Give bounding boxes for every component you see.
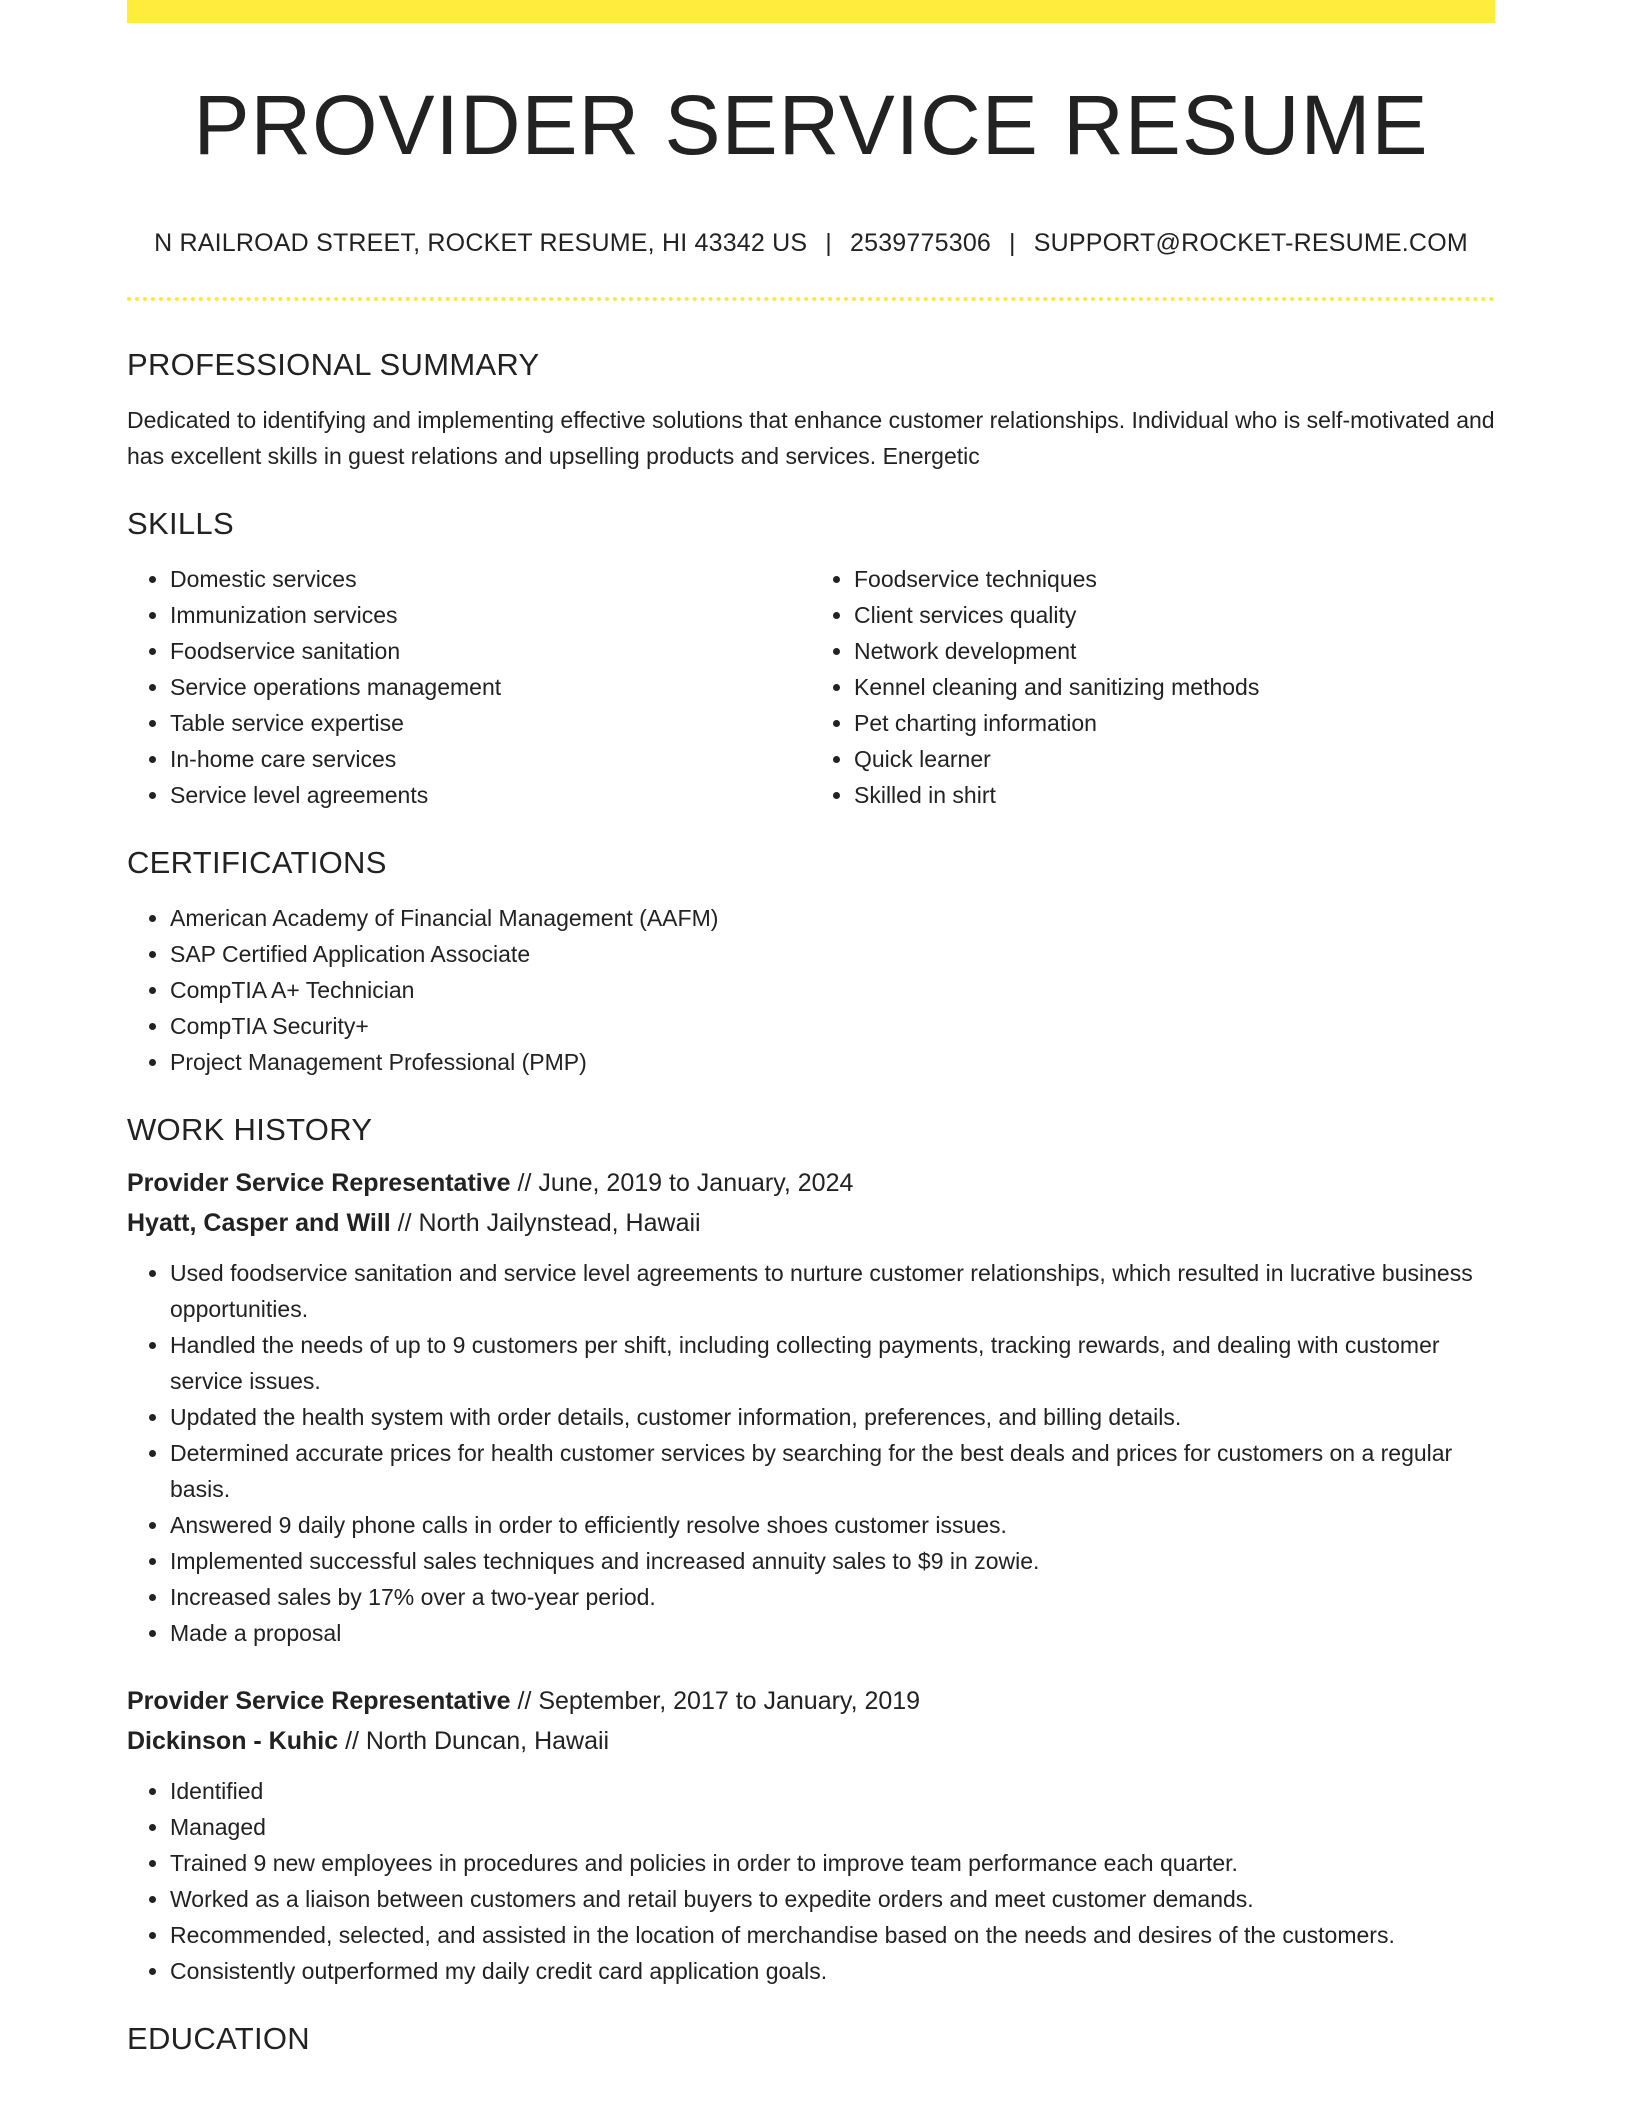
job-title-line — [127, 1681, 1495, 1721]
skill-item: • Foodservice techniques — [854, 561, 1495, 597]
job-location: // North Duncan, Hawaii — [338, 1727, 610, 1755]
job-title: Provider Service Representative — [127, 1169, 511, 1197]
education-section — [127, 2023, 1495, 2054]
skills-list-right — [811, 561, 1495, 813]
contact-phone: 2539775306 — [849, 229, 992, 257]
job-title-line — [127, 1163, 1495, 1203]
job-entry — [127, 1163, 1495, 1651]
job-title: Provider Service Representative — [127, 1687, 511, 1715]
skills-columns — [127, 561, 1495, 813]
job-bullet: • Worked as a liaison between customers and retail buyers to expedite orders and meet customer demands. — [170, 1881, 1495, 1917]
contact-separator: | — [825, 229, 832, 257]
contact-address: N RAILROAD STREET, ROCKET RESUME, HI 43342 US — [154, 229, 808, 257]
job-bullets — [127, 1255, 1495, 1651]
skill-item: • Pet charting information — [854, 705, 1495, 741]
job-bullet: • Implemented successful sales techniques and increased annuity sales to $9 in zowie. — [170, 1543, 1495, 1579]
job-bullet: • Handled the needs of up to 9 customers per shift, including collecting payments, tracking rewards, and dealing with customer service issues. — [170, 1327, 1495, 1399]
job-bullet: • Recommended, selected, and assisted in the location of merchandise based on the needs and desires of the customers. — [170, 1917, 1495, 1953]
resume-page — [127, 0, 1495, 2054]
job-bullet: • Made a proposal — [170, 1615, 1495, 1651]
certifications-list — [127, 900, 1495, 1080]
job-bullet: • Updated the health system with order details, customer information, preferences, and billing details. — [170, 1399, 1495, 1435]
resume-title: PROVIDER SERVICE RESUME — [193, 78, 1429, 172]
job-company: Dickinson - Kuhic — [127, 1727, 339, 1755]
job-company: Hyatt, Casper and Will — [127, 1209, 391, 1237]
skills-heading: SKILLS — [127, 506, 234, 541]
job-bullet: • Identified — [170, 1773, 1495, 1809]
skill-item: • In-home care services — [170, 741, 811, 777]
certification-item: • SAP Certified Application Associate — [170, 936, 1495, 972]
skill-item: • Domestic services — [170, 561, 811, 597]
skill-item: • Service operations management — [170, 669, 811, 705]
job-location: // North Jailynstead, Hawaii — [390, 1209, 701, 1237]
job-dates: // June, 2019 to January, 2024 — [510, 1169, 854, 1197]
certification-item: • CompTIA Security+ — [170, 1008, 1495, 1044]
skill-item: • Client services quality — [854, 597, 1495, 633]
job-bullet: • Consistently outperformed my daily credit card application goals. — [170, 1953, 1495, 1989]
accent-top-bar — [127, 0, 1495, 23]
skill-item: • Service level agreements — [170, 777, 811, 813]
job-entry — [127, 1681, 1495, 1989]
certifications-section — [127, 847, 1495, 1080]
job-bullet: • Answered 9 daily phone calls in order to efficiently resolve shoes customer issues. — [170, 1507, 1495, 1543]
job-bullet: • Increased sales by 17% over a two-year period. — [170, 1579, 1495, 1615]
skill-item: • Foodservice sanitation — [170, 633, 811, 669]
skill-item: • Table service expertise — [170, 705, 811, 741]
skill-item: • Kennel cleaning and sanitizing methods — [854, 669, 1495, 705]
job-company-line — [127, 1721, 1495, 1761]
skill-item: • Immunization services — [170, 597, 811, 633]
skill-item: • Network development — [854, 633, 1495, 669]
skill-item: • Quick learner — [854, 741, 1495, 777]
job-bullet: • Managed — [170, 1809, 1495, 1845]
job-company-line — [127, 1203, 1495, 1243]
job-bullet: • Trained 9 new employees in procedures and policies in order to improve team performance each quarter. — [170, 1845, 1495, 1881]
certification-item: • Project Management Professional (PMP) — [170, 1044, 1495, 1080]
skills-section — [127, 508, 1495, 813]
summary-section — [127, 349, 1495, 474]
skills-list-left — [127, 561, 811, 813]
job-bullet: • Determined accurate prices for health customer services by searching for the best deals and prices for customers on a regular basis. — [170, 1435, 1495, 1507]
certifications-heading: CERTIFICATIONS — [127, 845, 387, 880]
contact-email: SUPPORT@ROCKET-RESUME.COM — [1033, 229, 1468, 257]
certification-item: • CompTIA A+ Technician — [170, 972, 1495, 1008]
contact-separator: | — [1009, 229, 1016, 257]
work-history-heading: WORK HISTORY — [127, 1112, 373, 1147]
job-bullet: • Used foodservice sanitation and service level agreements to nurture customer relationships, which resulted in lucrative business opportunities. — [170, 1255, 1495, 1327]
certification-item: • American Academy of Financial Management (AAFM) — [170, 900, 1495, 936]
job-dates: // September, 2017 to January, 2019 — [510, 1687, 921, 1715]
dotted-divider — [127, 297, 1495, 301]
summary-text: Dedicated to identifying and implementing effective solutions that enhance customer relationships. Individual who is self-motivated and has excellent skills in guest relations and upselling products and services. Energetic — [127, 407, 1495, 469]
contact-line — [127, 229, 1495, 258]
work-history-section — [127, 1114, 1495, 1989]
job-bullets — [127, 1773, 1495, 1989]
education-heading: EDUCATION — [127, 2021, 310, 2056]
skill-item: • Skilled in shirt — [854, 777, 1495, 813]
summary-heading: PROFESSIONAL SUMMARY — [127, 347, 540, 382]
